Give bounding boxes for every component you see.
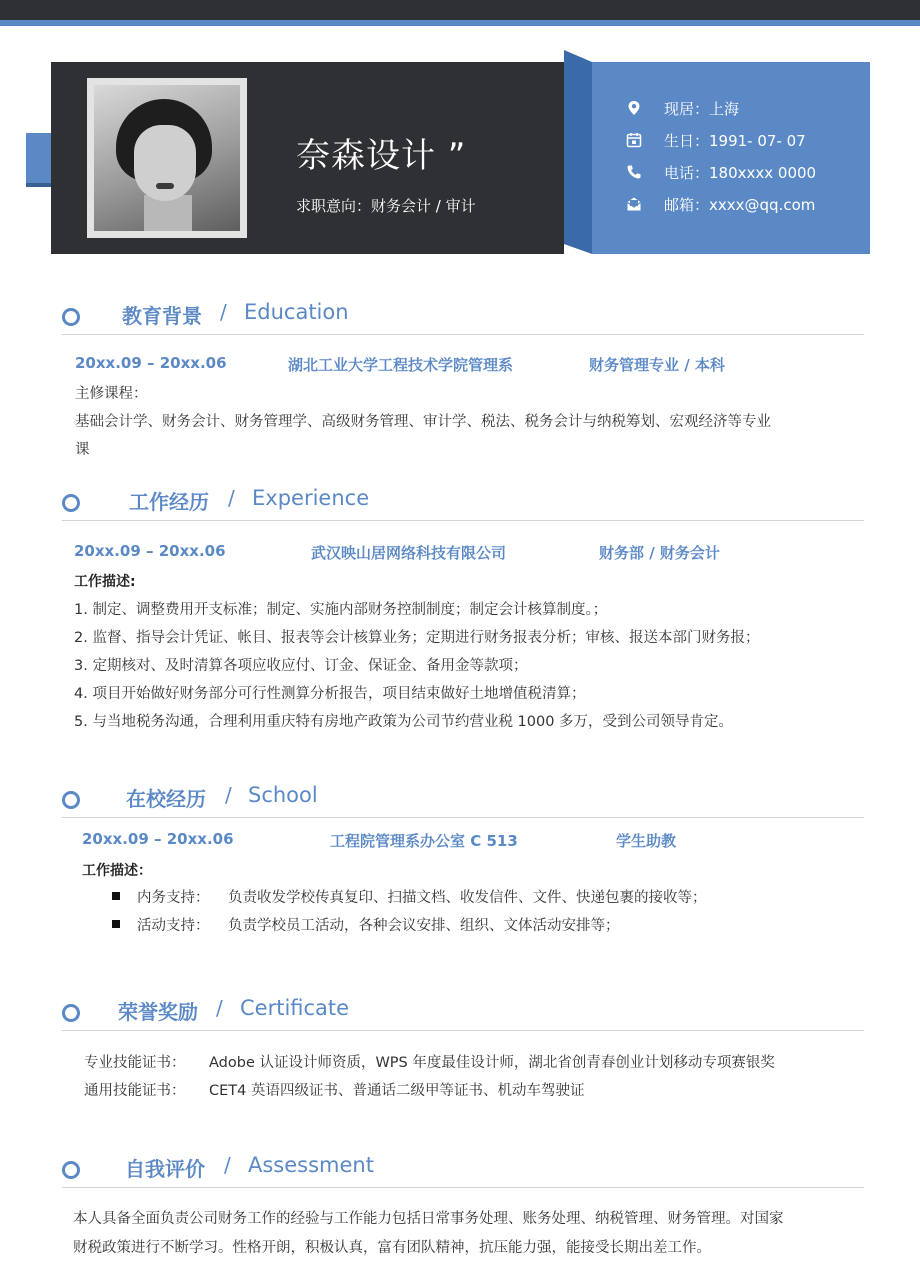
contact-phone-text: 电话：180xxxx 0000 bbox=[664, 163, 817, 182]
section-bullet-circle bbox=[62, 791, 80, 809]
contact-location-text: 现居：上海 bbox=[664, 99, 740, 118]
section-divider bbox=[62, 1030, 864, 1031]
location-pin-icon bbox=[626, 100, 642, 116]
experience-company: 武汉映山居网络科技有限公司 bbox=[311, 544, 507, 562]
experience-section-heading bbox=[62, 486, 864, 526]
education-school: 湖北工业大学工程技术学院管理系 bbox=[288, 356, 514, 374]
certificate-text: Adobe 认证设计师资质，WPS 年度最佳设计师，湖北省创青春创业计划移动专项赛银奖 bbox=[209, 1055, 775, 1071]
header-fold-decoration bbox=[564, 50, 592, 254]
section-bullet-circle bbox=[62, 1004, 80, 1022]
school-section-heading bbox=[62, 783, 864, 823]
section-title-cn: 荣誉奖励 bbox=[118, 1000, 198, 1024]
section-title-en: Certificate bbox=[240, 996, 350, 1020]
experience-date: 20xx.09 – 20xx.06 bbox=[74, 542, 226, 560]
certificate-label: 通用技能证书： bbox=[84, 1083, 186, 1099]
section-bullet-circle bbox=[62, 308, 80, 326]
section-title-en: Assessment bbox=[248, 1153, 374, 1177]
top-dark-bar bbox=[0, 0, 920, 20]
section-divider bbox=[62, 817, 864, 818]
section-title-cn: 在校经历 bbox=[126, 787, 206, 811]
certificate-section-heading bbox=[62, 996, 864, 1036]
assessment-text-continued: 财税政策进行不断学习。性格开朗，积极认真，富有团队精神，抗压能力强，能接受长期出差工作。 bbox=[73, 1240, 711, 1256]
education-section-heading bbox=[62, 300, 864, 340]
top-accent-line bbox=[0, 20, 920, 26]
experience-item: 5. 与当地税务沟通，合理利用重庆特有房地产政策为公司节约营业税 1000 多万，受到公司领导肯定。 bbox=[74, 714, 734, 730]
section-title-cn: 教育背景 bbox=[122, 304, 202, 328]
education-date: 20xx.09 – 20xx.06 bbox=[75, 354, 227, 372]
section-title-en: School bbox=[248, 783, 318, 807]
section-bullet-circle bbox=[62, 1161, 80, 1179]
experience-item: 4. 项目开始做好财务部分可行性测算分析报告，项目结束做好土地增值税清算； bbox=[74, 686, 586, 702]
section-title-separator: / bbox=[228, 486, 235, 510]
certificate-label: 专业技能证书： bbox=[84, 1055, 186, 1071]
section-divider bbox=[62, 334, 864, 335]
school-place: 工程院管理系办公室 C 513 bbox=[330, 832, 518, 850]
job-intent: 求职意向：财务会计 / 审计 bbox=[296, 197, 476, 215]
courses-text: 基础会计学、财务会计、财务管理学、高级财务管理、审计学、税法、税务会计与纳税筹划、宏观经济等专业 bbox=[75, 414, 771, 430]
section-divider bbox=[62, 1187, 864, 1188]
contact-location bbox=[592, 96, 739, 120]
square-bullet-icon bbox=[112, 892, 120, 900]
section-title-separator: / bbox=[220, 300, 227, 324]
mail-icon bbox=[626, 196, 642, 212]
section-title-separator: / bbox=[216, 996, 223, 1020]
school-item-text: 负责学校员工活动，各种会议安排、组织、文体活动安排等； bbox=[228, 918, 620, 934]
contact-birthday-text: 生日：1991- 07- 07 bbox=[664, 131, 806, 150]
school-item-label: 活动支持： bbox=[137, 918, 210, 934]
phone-icon bbox=[626, 164, 642, 180]
experience-item: 3. 定期核对、及时清算各项应收应付、订金、保证金、备用金等款项； bbox=[74, 658, 528, 674]
section-title-cn: 自我评价 bbox=[125, 1157, 205, 1181]
school-item-text: 负责收发学校传真复印、扫描文档、收发信件、文件、快递包裹的接收等； bbox=[228, 890, 707, 906]
courses-label: 主修课程： bbox=[75, 386, 148, 402]
experience-desc-label: 工作描述: bbox=[74, 574, 136, 590]
section-title-separator: / bbox=[225, 783, 232, 807]
education-major: 财务管理专业 / 本科 bbox=[589, 356, 725, 374]
certificate-text: CET4 英语四级证书、普通话二级甲等证书、机动车驾驶证 bbox=[209, 1083, 585, 1099]
section-divider bbox=[62, 520, 864, 521]
section-title-separator: / bbox=[224, 1153, 231, 1177]
experience-item: 1. 制定、调整费用开支标准；制定、实施内部财务控制制度；制定会计核算制度。； bbox=[74, 602, 608, 618]
contact-phone bbox=[592, 160, 816, 184]
assessment-text: 本人具备全面负责公司财务工作的经验与工作能力包括日常事务处理、账务处理、纳税管理、财务管理。对国家 bbox=[73, 1211, 784, 1227]
courses-text-continued: 课 bbox=[75, 442, 90, 458]
contact-birthday bbox=[592, 128, 806, 152]
calendar-icon bbox=[626, 132, 642, 148]
contact-email bbox=[592, 192, 815, 216]
section-bullet-circle bbox=[62, 494, 80, 512]
school-desc-label: 工作描述： bbox=[82, 863, 152, 879]
square-bullet-icon bbox=[112, 920, 120, 928]
profile-photo bbox=[87, 78, 247, 238]
school-date: 20xx.09 – 20xx.06 bbox=[82, 830, 234, 848]
contact-email-text: 邮箱：xxxx@qq.com bbox=[664, 195, 816, 214]
portrait-image bbox=[94, 85, 240, 231]
candidate-name: 奈森设计 ” bbox=[296, 136, 467, 176]
assessment-section-heading bbox=[62, 1153, 864, 1193]
experience-position: 财务部 / 财务会计 bbox=[599, 544, 720, 562]
section-title-en: Education bbox=[244, 300, 349, 324]
school-role: 学生助教 bbox=[616, 832, 677, 850]
school-item-label: 内务支持： bbox=[137, 890, 210, 906]
experience-item: 2. 监督、指导会计凭证、帐目、报表等会计核算业务；定期进行财务报表分析；审核、报送本部门财务报； bbox=[74, 630, 760, 646]
section-title-en: Experience bbox=[252, 486, 370, 510]
contact-panel bbox=[592, 62, 870, 254]
section-title-cn: 工作经历 bbox=[129, 490, 209, 514]
